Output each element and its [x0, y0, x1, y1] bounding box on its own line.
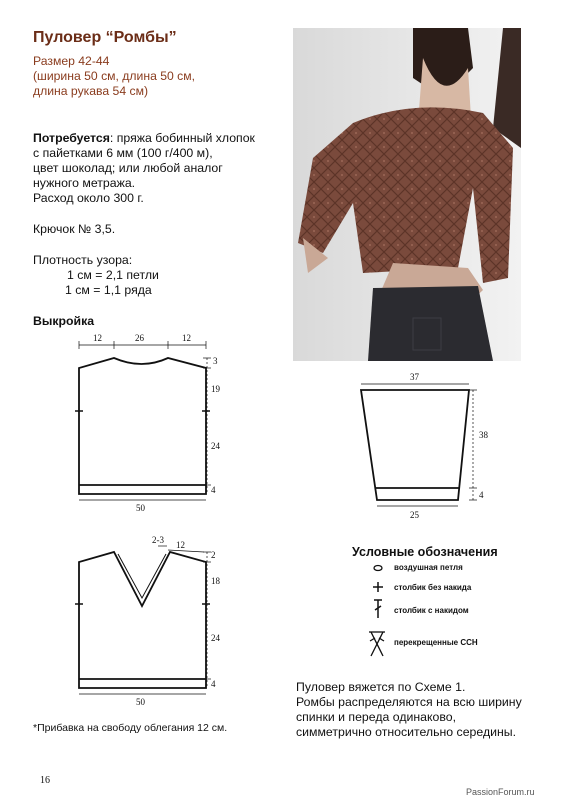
- front-top-dim: 12: [176, 540, 185, 550]
- sleeve-right-dim: 4: [479, 490, 484, 500]
- description-line: Пуловер вяжется по Схеме 1.: [296, 680, 466, 694]
- legend-title: Условные обозначения: [352, 545, 498, 559]
- size-line: длина рукава 54 см): [33, 84, 149, 98]
- legend-label: воздушная петля: [394, 563, 463, 572]
- back-bottom-dim: 50: [136, 503, 145, 513]
- materials-label: Потребуется: [33, 131, 110, 145]
- front-pattern-diagram: [70, 532, 230, 712]
- size-line: Размер 42-44: [33, 54, 110, 68]
- front-right-dim: 4: [211, 679, 216, 689]
- page-title: Пуловер “Ромбы”: [33, 29, 177, 46]
- back-top-dim: 26: [135, 333, 144, 343]
- legend-label: перекрещенные ССН: [394, 638, 478, 647]
- sleeve-pattern-diagram: [355, 368, 505, 523]
- sleeve-top-dim: 37: [410, 372, 419, 382]
- legend-label: столбик с накидом: [394, 606, 469, 615]
- sleeve-bottom-dim: 25: [410, 510, 419, 520]
- gauge-line: 1 см = 2,1 петли: [67, 268, 159, 282]
- crossed-double-crochet-icon: [366, 630, 388, 658]
- front-right-dim: 24: [211, 633, 220, 643]
- gauge-title: Плотность узора:: [33, 253, 133, 267]
- materials-line: цвет шоколад; или любой аналог: [33, 161, 223, 175]
- gauge-line: 1 см = 1,1 ряда: [65, 283, 152, 297]
- hook-size: Крючок № 3,5.: [33, 222, 116, 236]
- description-line: симметрично относительно середины.: [296, 725, 517, 739]
- back-pattern-diagram: [70, 330, 230, 520]
- materials-line: Потребуется: пряжа бобинный хлопок: [33, 131, 255, 145]
- double-crochet-icon: [371, 598, 385, 620]
- back-top-dim: 12: [182, 333, 191, 343]
- front-right-dim: 2: [211, 550, 216, 560]
- materials-line: с пайетками 6 мм (100 г/400 м),: [33, 146, 213, 160]
- back-top-dim: 12: [93, 333, 102, 343]
- single-crochet-icon: [371, 580, 385, 594]
- front-right-dim: 18: [211, 576, 220, 586]
- back-right-dim: 19: [211, 384, 220, 394]
- ease-note: *Прибавка на свободу облегания 12 см.: [33, 722, 228, 734]
- size-line: (ширина 50 см, длина 50 см,: [33, 69, 196, 83]
- materials-line: Расход около 300 г.: [33, 191, 144, 205]
- front-top-dim: 2-3: [152, 535, 164, 545]
- legend-label: столбик без накида: [394, 583, 472, 592]
- description-line: спинки и переда одинаково,: [296, 710, 457, 724]
- watermark: PassionForum.ru: [466, 787, 535, 797]
- pattern-heading: Выкройка: [33, 314, 95, 328]
- page-number: 16: [40, 775, 50, 786]
- chain-stitch-icon: [370, 563, 386, 573]
- model-photo: [293, 28, 521, 361]
- front-bottom-dim: 50: [136, 697, 145, 707]
- materials-line: нужного метража.: [33, 176, 136, 190]
- back-right-dim: 3: [213, 356, 218, 366]
- description-line: Ромбы распределяются на всю ширину: [296, 695, 522, 709]
- sleeve-right-dim: 38: [479, 430, 488, 440]
- back-right-dim: 24: [211, 441, 220, 451]
- back-right-dim: 4: [211, 485, 216, 495]
